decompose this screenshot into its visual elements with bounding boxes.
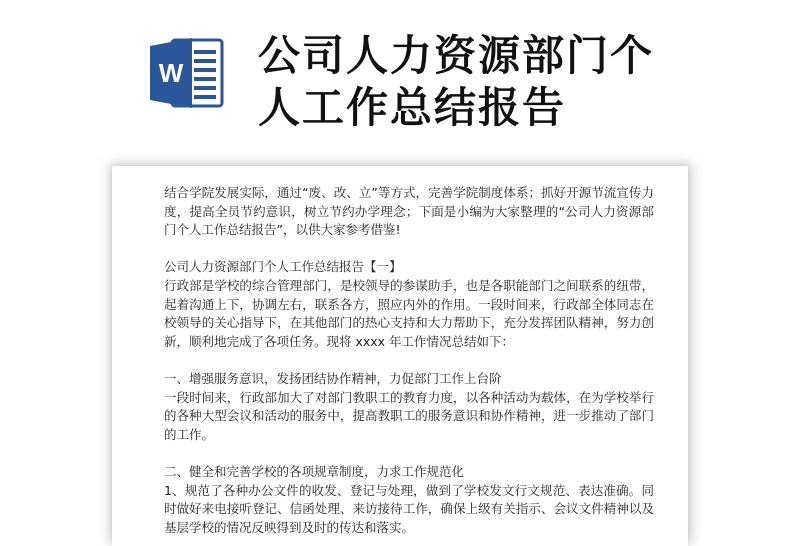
document-page bbox=[112, 166, 688, 546]
document-body bbox=[164, 184, 654, 537]
heading-1: 一、增强服务意识，发扬团结协作精神，力促部门工作上台阶 bbox=[164, 370, 502, 386]
section-title: 公司人力资源部门个人工作总结报告【一】 bbox=[164, 259, 402, 275]
blank-line bbox=[164, 240, 654, 259]
intro-paragraph: 结合学院发展实际，通过“废、改、立”等方式，完善学院制度体系；抓好开源节流宣传力度，提高全员节约意识，树立节约办学理念；下面是小编为大家整理的“公司人力资源部门个人工作总结报告”，以供大家参考借鉴! bbox=[164, 185, 654, 238]
word-document-icon bbox=[148, 34, 226, 112]
paragraph-3: 1、规范了各种办公文件的收发、登记与处理，做到了学校发文行文规范、表达准确。同时做好来电接听登记、信函处理、来访接待工作，确保上级有关指示、会议文件精神以及基层学校的情况反映得到及时的传达和落实。 bbox=[164, 482, 654, 535]
title-line-2: 人工作总结报告 bbox=[258, 83, 567, 132]
paragraph-1: 行政部是学校的综合管理部门，是校领导的参谋助手，也是各职能部门之间联系的纽带，起着沟通上下，协调左右，联系各方，照应内外的作用。一段时间来，行政部全体同志在校领导的关心指导下，在其他部门的热心支持和大力帮助下，充分发挥团队精神，努力创新，顺利地完成了各项任务。现将 xxxx 年工作情况总结如下： bbox=[164, 277, 654, 349]
word-icon-letter: W bbox=[158, 58, 184, 88]
title-line-1: 公司人力资源部门个 bbox=[258, 31, 655, 80]
blank-line bbox=[164, 444, 654, 463]
header bbox=[0, 0, 800, 150]
heading-2: 二、健全和完善学校的各项规章制度，力求工作规范化 bbox=[164, 463, 465, 479]
page-title bbox=[258, 30, 758, 134]
paragraph-2: 一段时间来，行政部加大了对部门教职工的教育力度，以各种活动为载体，在为学校举行的各种大型会议和活动的服务中，提高教职工的服务意识和协作精神，进一步推动了部门的工作。 bbox=[164, 389, 654, 442]
blank-line bbox=[164, 351, 654, 370]
